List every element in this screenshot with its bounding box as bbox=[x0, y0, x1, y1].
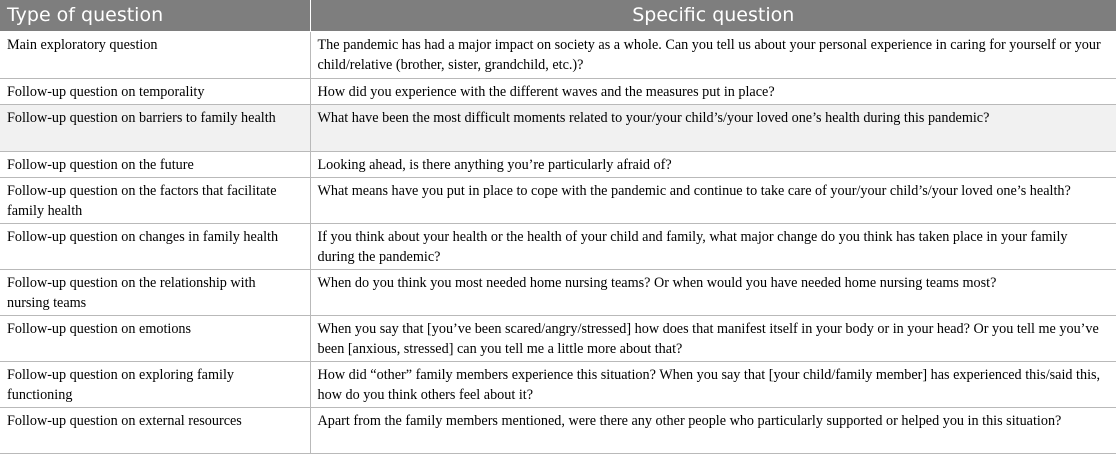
column-header-specific: Specific question bbox=[310, 0, 1116, 32]
specific-question-cell: What have been the most difficult moments related to your/your child’s/your loved one’s health during this pandemic? bbox=[310, 105, 1116, 152]
table-row bbox=[0, 79, 1116, 105]
table-row bbox=[0, 224, 1116, 270]
specific-question-cell: The pandemic has had a major impact on society as a whole. Can you tell us about your personal experience in caring for yourself or your child/relative (brother, sister, grandchild, etc.)? bbox=[310, 32, 1116, 79]
specific-question-cell: When do you think you most needed home nursing teams? Or when would you have needed home nursing teams most? bbox=[310, 270, 1116, 316]
question-type-cell: Follow-up question on the relationship with nursing teams bbox=[0, 270, 310, 316]
question-type-cell: Main exploratory question bbox=[0, 32, 310, 79]
specific-question-cell: How did “other” family members experience this situation? When you say that [your child/family member] has experienced this/said this, how do you think others feel about it? bbox=[310, 362, 1116, 408]
table-row bbox=[0, 178, 1116, 224]
table-row bbox=[0, 32, 1116, 79]
question-type-cell: Follow-up question on the factors that facilitate family health bbox=[0, 178, 310, 224]
specific-question-cell: If you think about your health or the health of your child and family, what major change do you think has taken place in your family during the pandemic? bbox=[310, 224, 1116, 270]
table-row bbox=[0, 152, 1116, 178]
question-type-cell: Follow-up question on exploring family functioning bbox=[0, 362, 310, 408]
question-type-cell: Follow-up question on barriers to family health bbox=[0, 105, 310, 152]
question-type-cell: Follow-up question on external resources bbox=[0, 408, 310, 454]
specific-question-cell: Looking ahead, is there anything you’re particularly afraid of? bbox=[310, 152, 1116, 178]
table-row bbox=[0, 362, 1116, 408]
question-type-cell: Follow-up question on changes in family health bbox=[0, 224, 310, 270]
table-row bbox=[0, 270, 1116, 316]
table-row bbox=[0, 316, 1116, 362]
table-row bbox=[0, 408, 1116, 454]
header-row bbox=[0, 0, 1116, 32]
specific-question-cell: How did you experience with the different waves and the measures put in place? bbox=[310, 79, 1116, 105]
table-row bbox=[0, 105, 1116, 152]
question-type-cell: Follow-up question on the future bbox=[0, 152, 310, 178]
question-type-cell: Follow-up question on emotions bbox=[0, 316, 310, 362]
column-header-type: Type of question bbox=[0, 0, 310, 32]
specific-question-cell: When you say that [you’ve been scared/angry/stressed] how does that manifest itself in your body or in your head? Or you tell me you’ve been [anxious, stressed] can you tell me a little more about that? bbox=[310, 316, 1116, 362]
specific-question-cell: What means have you put in place to cope with the pandemic and continue to take care of your/your child’s/your loved one’s health? bbox=[310, 178, 1116, 224]
specific-question-cell: Apart from the family members mentioned, were there any other people who particularly supported or helped you in this situation? bbox=[310, 408, 1116, 454]
question-type-cell: Follow-up question on temporality bbox=[0, 79, 310, 105]
